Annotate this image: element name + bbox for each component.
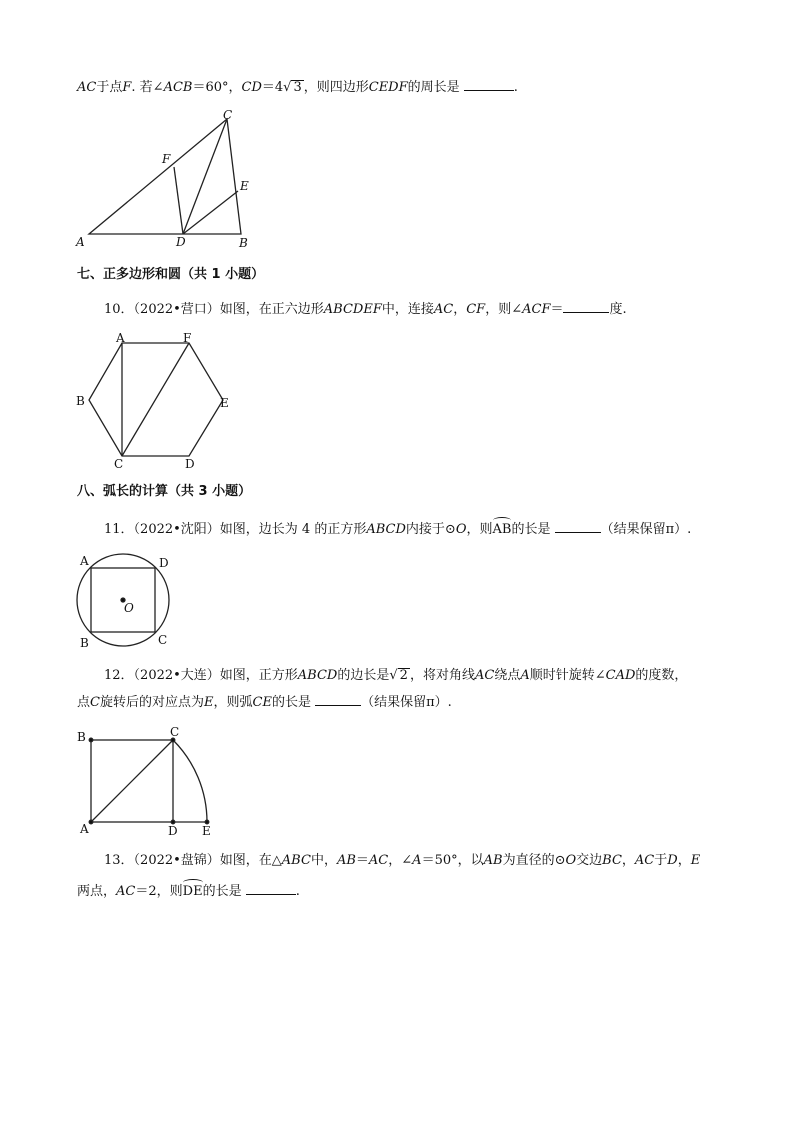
q11-text: 11．（2022•沈阳）如图，边长为 4 的正方形ABCD内接于⊙O，则AB的长是 （结果保留π）.: [104, 522, 692, 537]
square-arc-figure: [72, 723, 222, 843]
svg-text:C: C: [223, 108, 233, 122]
svg-text:B: B: [80, 636, 89, 650]
section-heading: 七、正多边形和圆（共 1 小题）: [77, 267, 265, 282]
svg-text:E: E: [220, 396, 229, 410]
svg-text:O: O: [124, 601, 134, 615]
svg-text:A: A: [80, 554, 89, 568]
triangle-figure: [70, 105, 270, 255]
answer-blank: [315, 693, 361, 706]
svg-text:D: D: [185, 457, 195, 471]
section-heading: 八、弧长的计算（共 3 小题）: [77, 484, 252, 499]
q13-text-line1: 13．（2022•盘锦）如图，在△ABC中，AB＝AC，∠A＝50°，以AB为直径的⊙O交边BC，AC于D，E: [104, 853, 701, 868]
q12-text-line2: 点C旋转后的对应点为E，则弧CE的长是 （结果保留π）.: [77, 695, 452, 710]
svg-text:F: F: [162, 152, 171, 166]
svg-text:A: A: [116, 331, 125, 345]
answer-blank: [464, 78, 514, 91]
triangle-abc: [89, 119, 241, 234]
svg-text:D: D: [176, 235, 186, 249]
svg-text:A: A: [76, 235, 85, 249]
svg-text:A: A: [80, 822, 89, 836]
svg-text:C: C: [158, 633, 168, 647]
svg-text:D: D: [168, 824, 178, 838]
svg-text:E: E: [202, 824, 211, 838]
q10-text: 10．（2022•营口）如图，在正六边形ABCDEF中，连接AC，CF，则∠ACF＝ 度.: [104, 302, 627, 317]
svg-text:B: B: [77, 730, 86, 744]
svg-text:F: F: [183, 331, 192, 345]
svg-text:C: C: [170, 725, 180, 739]
answer-blank: [246, 882, 296, 895]
q12-text-line1: 12．（2022•大连）如图，正方形ABCD的边长是√ 2 ，将对角线AC绕点A顺时针旋转∠CAD的度数，: [104, 668, 688, 683]
circle-square-figure: [72, 550, 182, 650]
svg-text:E: E: [240, 179, 249, 193]
answer-blank: [563, 300, 609, 313]
svg-text:D: D: [159, 556, 169, 570]
arc-ce: [173, 740, 207, 822]
svg-text:B: B: [239, 236, 248, 250]
q9-text: AC于点F. 若∠ACB＝60°，CD＝4√ 3 ，则四边形CEDF的周长是 .: [77, 80, 518, 95]
svg-text:C: C: [114, 457, 124, 471]
q13-text-line2: 两点，AC＝2，则DE的长是 .: [77, 884, 300, 899]
svg-text:B: B: [76, 394, 85, 408]
answer-blank: [555, 520, 601, 533]
hexagon-figure: [70, 328, 240, 473]
